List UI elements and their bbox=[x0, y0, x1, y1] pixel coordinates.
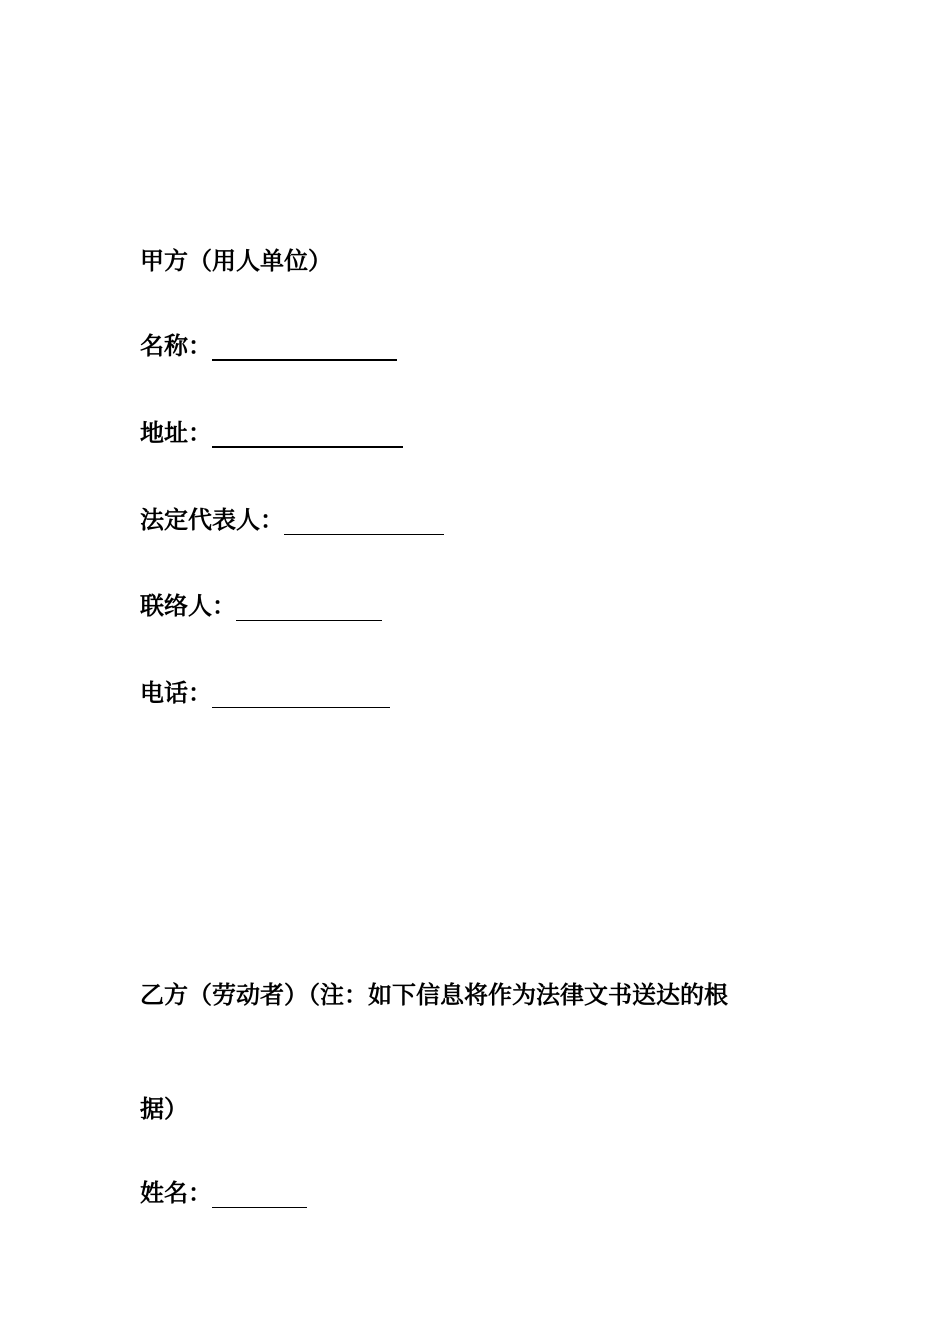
party-a-name-label: 名称： bbox=[140, 331, 212, 360]
party-a-legal-rep-row bbox=[140, 505, 444, 535]
party-a-phone-row bbox=[140, 678, 390, 708]
party-b-name-label: 姓名： bbox=[140, 1178, 212, 1207]
party-b-heading-line1: 乙方（劳动者）（注：如下信息将作为法律文书送达的根 bbox=[140, 980, 728, 1009]
party-b-name-row bbox=[140, 1178, 307, 1208]
party-b-name-field[interactable] bbox=[212, 1181, 307, 1208]
party-a-legal-rep-field[interactable] bbox=[284, 508, 444, 535]
party-a-phone-field[interactable] bbox=[212, 681, 390, 708]
party-b-heading-cont bbox=[140, 1094, 188, 1124]
party-b-heading bbox=[140, 980, 728, 1010]
party-a-address-label: 地址： bbox=[140, 418, 212, 447]
party-a-contact-field[interactable] bbox=[236, 594, 382, 621]
party-a-address-row bbox=[140, 418, 403, 448]
party-a-contact-label: 联络人： bbox=[140, 591, 236, 620]
party-a-phone-label: 电话： bbox=[140, 678, 212, 707]
party-a-heading bbox=[140, 246, 332, 276]
party-a-name-row bbox=[140, 331, 397, 361]
party-b-heading-line2: 据） bbox=[140, 1094, 188, 1123]
party-a-address-field[interactable] bbox=[212, 420, 403, 448]
party-a-name-field[interactable] bbox=[212, 333, 397, 361]
party-a-heading-text: 甲方（用人单位） bbox=[140, 246, 332, 275]
party-a-legal-rep-label: 法定代表人： bbox=[140, 505, 284, 534]
party-a-contact-row bbox=[140, 591, 382, 621]
